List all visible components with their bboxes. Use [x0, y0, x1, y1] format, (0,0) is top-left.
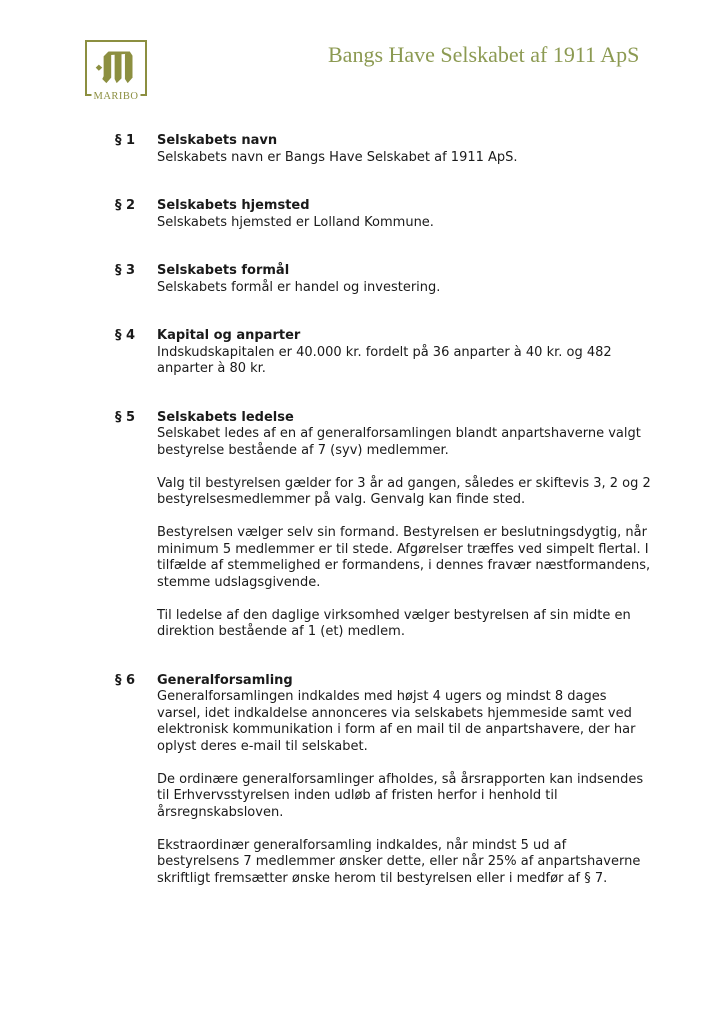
document-body: [115, 133, 655, 919]
section-paragraph: De ordinære generalforsamlinger afholdes, så årsrapporten kan indsendes til Erhvervsstyrelsen inden udløb af fristen herfor i henhold til årsregnskabsloven.: [157, 771, 644, 820]
section-paragraph: Selskabets hjemsted er Lolland Kommune.: [157, 214, 434, 230]
section-number: § 2: [115, 198, 136, 213]
section-title: Selskabets formål: [157, 263, 290, 278]
section-title: Generalforsamling: [157, 672, 293, 688]
section-paragraph: Generalforsamlingen indkaldes med højst 4 ugers og mindst 8 dages varsel, idet indkaldelse annonceres via selskabets hjemmeside samt ved elektronisk kommunikation i form af en mail til de anpartshavere, der har oplyst deres e-mail til selskabet.: [157, 689, 636, 754]
section-3: [115, 263, 655, 296]
section-paragraph: Selskabets formål er handel og investering.: [157, 279, 441, 295]
section-paragraph: Selskabets navn er Bangs Have Selskabet af 1911 ApS.: [157, 149, 518, 165]
section-4: [115, 328, 655, 378]
logo-frame: [85, 40, 147, 102]
section-paragraph: Indskudskapitalen er 40.000 kr. fordelt på 36 anparter à 40 kr. og 482 anparter à 80 kr.: [157, 344, 612, 376]
section-number: § 4: [115, 328, 136, 343]
section-number: § 5: [115, 409, 136, 425]
section-paragraph: Bestyrelsen vælger selv sin formand. Bestyrelsen er beslutningsdygtig, når minimum 5 medlemmer er til stede. Afgørelser træffes ved simpelt flertal. I tilfælde af stemmelighed er formandens, i dennes fravær næstformandens, stemme udslagsgivende.: [157, 525, 651, 590]
maribo-monogram-icon: [94, 46, 138, 90]
logo-city-label: MARIBO: [93, 91, 139, 102]
maribo-logo: [85, 40, 149, 102]
letterhead: [0, 0, 724, 120]
section-paragraph: Selskabet ledes af en af generalforsamlingen blandt anpartshaverne valgt bestyrelse bestående af 7 (syv) medlemmer.: [157, 426, 641, 458]
section-title: Kapital og anparter: [157, 328, 301, 343]
section-paragraph: Ekstraordinær generalforsamling indkaldes, når mindst 5 ud af bestyrelsens 7 medlemmer ønsker dette, eller når 25% af anpartshaverne skriftligt fremsætter ønske herom til bestyrelsen eller i medfør af § 7.: [157, 837, 641, 886]
section-6: [115, 673, 655, 888]
section-title: Selskabets navn: [157, 133, 278, 148]
section-1: [115, 133, 655, 166]
section-title: Selskabets ledelse: [157, 409, 294, 425]
section-paragraph: Valg til bestyrelsen gælder for 3 år ad gangen, således er skiftevis 3, 2 og 2 bestyrelsesmedlemmer på valg. Genvalg kan finde sted.: [157, 475, 651, 507]
section-number: § 6: [115, 672, 136, 688]
company-title: Bangs Have Selskabet af 1911 ApS: [328, 42, 640, 67]
section-5: [115, 410, 655, 641]
section-number: § 3: [115, 263, 136, 278]
section-title: Selskabets hjemsted: [157, 198, 310, 213]
section-paragraph: Til ledelse af den daglige virksomhed vælger bestyrelsen af sin midte en direktion bestående af 1 (et) medlem.: [157, 607, 631, 639]
section-2: [115, 198, 655, 231]
section-number: § 1: [115, 133, 136, 148]
